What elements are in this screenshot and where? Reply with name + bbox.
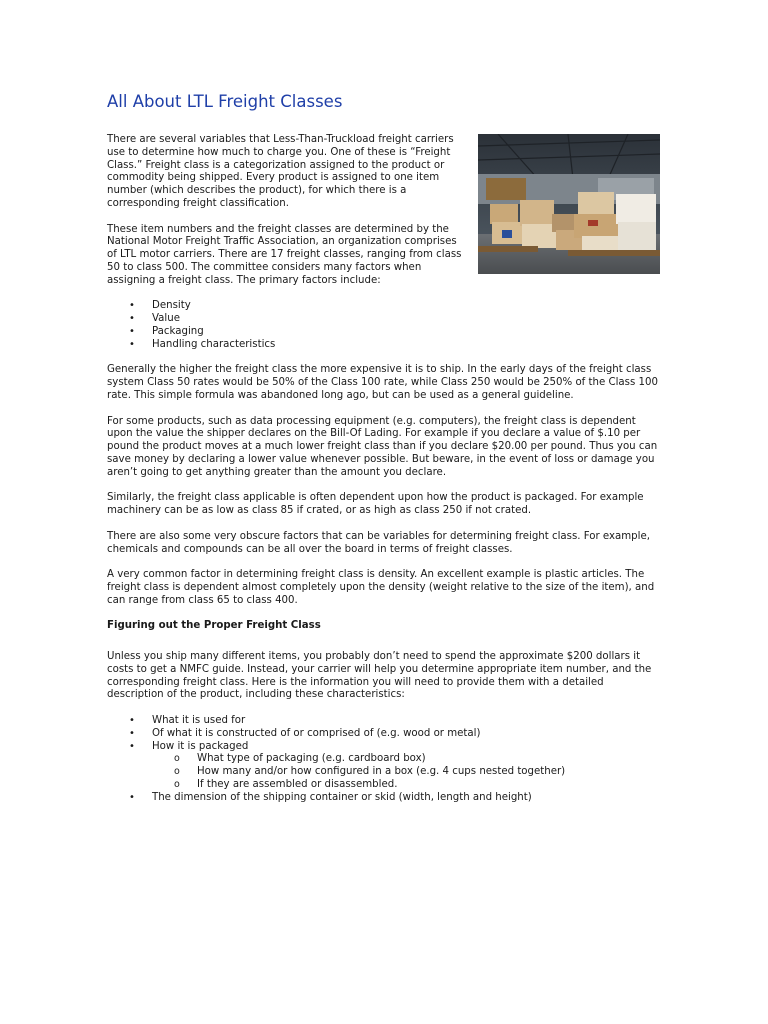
characteristics-list [107,715,660,805]
warehouse-photo [478,134,660,274]
class-cost-paragraph: Generally the higher the freight class the more expensive it is to ship. In the early days of the freight class system Class 50 rates would be 50% of the Class 100 rate, while Class 250 would be 250% of the Class 100 rate. This simple formula was abandoned long ago, but can be used as a general guideline. [107,364,658,401]
obscure-factors-paragraph: There are also some very obscure factors that can be variables for determining freight class. For example, chemicals and compounds can be all over the board in terms of freight classes. [107,530,650,555]
sub-list-item: o What type of packaging (e.g. cardboard box) [152,753,660,766]
intro-paragraph: There are several variables that Less-Than-Truckload freight carriers use to determine how much to charge you. One of these is “Freight Class.” Freight class is a categorization assigned to the product or commodity being shipped. Every product is assigned to one item number (which describes the product), for which there is a corresponding freight classification. [107,134,454,209]
nmfc-guide-paragraph: Unless you ship many different items, you probably don’t need to spend the approximate $200 dollars it costs to get a NMFC guide. Instead, your carrier will help you determine appropriate item number, and the corresponding freight class. Here is the information you will need to provide them with a detailed description of the product, including these characteristics: [107,651,652,701]
list-item-label: How it is packaged [152,740,249,752]
list-item: • Packaging [107,326,660,339]
primary-factors-list [107,300,660,351]
section-heading: Figuring out the Proper Freight Class [107,620,321,632]
page-title: All About LTL Freight Classes [107,92,343,111]
list-item: • The dimension of the shipping container or skid (width, length and height) [107,792,660,805]
packaging-paragraph: Similarly, the freight class applicable is often dependent upon how the product is packaged. For example machinery can be as low as class 85 if crated, or as high as class 250 if not crated. [107,492,644,517]
list-item: • What it is used for [107,715,660,728]
list-item: • Density [107,300,660,313]
density-paragraph: A very common factor in determining freight class is density. An excellent example is plastic articles. The freight class is dependent almost completely upon the density (weight relative to the size of the item), and can range from class 65 to class 400. [107,569,655,606]
intro-section [107,134,660,288]
list-item [107,741,660,792]
list-item: • Of what it is constructed of or comprised of (e.g. wood or metal) [107,728,660,741]
packaging-sublist [152,753,660,791]
list-item: • Handling characteristics [107,339,660,352]
list-item: • Value [107,313,660,326]
sub-list-item: o If they are assembled or disassembled. [152,779,660,792]
declared-value-paragraph: For some products, such as data processing equipment (e.g. computers), the freight class is dependent upon the value the shipper declares on the Bill-Of Lading. For example if you declare a value of $.10 per pound the product moves at a much lower freight class than if you declare $20.00 per pound. Thus you can save money by declaring a lower value whenever possible. But beware, in the event of loss or damage you aren’t going to get anything greater than the amount you declare. [107,415,658,478]
sub-list-item: o How many and/or how configured in a box (e.g. 4 cups nested together) [152,766,660,779]
nmfta-paragraph: These item numbers and the freight classes are determined by the National Motor Freight Traffic Association, an organization comprises of LTL motor carriers. There are 17 freight classes, ranging from class 50 to class 500. The committee considers many factors when assigning a freight class. The primary factors include: [107,223,462,286]
